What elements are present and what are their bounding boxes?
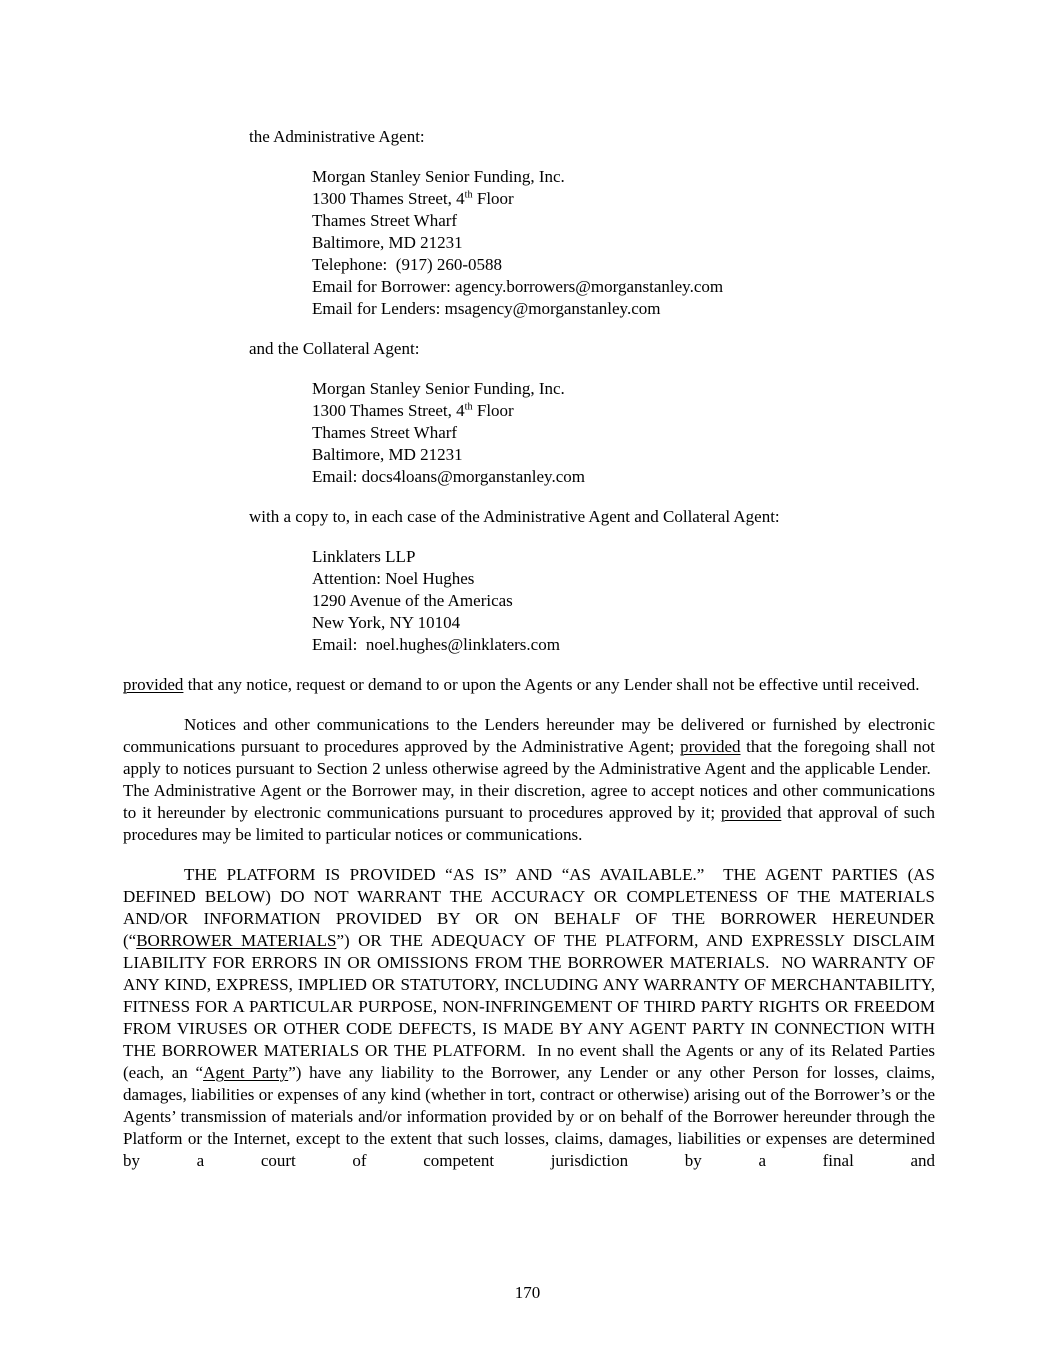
address-line-street bbox=[312, 188, 935, 210]
address-line-email: Email: noel.hughes@linklaters.com bbox=[312, 635, 560, 654]
address-line-email: Email: docs4loans@morganstanley.com bbox=[312, 467, 585, 486]
provided-term: provided bbox=[720, 803, 782, 822]
notices-text: that approval of such procedures may be limited to particular notices or communications. bbox=[123, 803, 935, 844]
notices-text: that the foregoing shall not apply to notices pursuant to Section 2 unless otherwise agreed by the Administrative Agent and the applicable Lender. The Administrative Agent or the Borrower may, in their discretion, agree to accept notices and other communications to it hereunder by electronic communications pursuant to procedures approved by it; bbox=[123, 737, 936, 822]
admin-agent-address bbox=[312, 166, 935, 320]
proviso-text: that any notice, request or demand to or upon the Agents or any Lender shall not be effective until received. bbox=[183, 675, 920, 694]
address-line-email-lenders: Email for Lenders: msagency@morganstanley.com bbox=[312, 299, 661, 318]
ordinal-superscript: th bbox=[464, 189, 473, 201]
copy-to-text: with a copy to, in each case of the Administrative Agent and Collateral Agent: bbox=[249, 507, 780, 526]
provided-term: provided bbox=[680, 737, 741, 756]
address-line-street: 1290 Avenue of the Americas bbox=[312, 591, 513, 610]
address-line-name: Morgan Stanley Senior Funding, Inc. bbox=[312, 167, 565, 186]
address-line-street bbox=[312, 400, 935, 422]
platform-text: ”) have any liability to the Borrower, any Lender or any other Person for losses, claims, damages, liabilities or expenses of any kind (whether in tort, contract or otherwise) arising out of the Borrower’s or the Agents’ transmission of materials and/or information provided by or on behalf of the Borrower hereunder through the Platform or the Internet, except to the extent that such losses, claims, damages, liabilities or expenses are determined by a court of competent jurisdiction by a final and bbox=[123, 1063, 936, 1170]
page-number: 170 bbox=[514, 1283, 541, 1302]
address-line-name: Linklaters LLP bbox=[312, 547, 416, 566]
proviso-paragraph bbox=[123, 674, 935, 696]
collateral-agent-label bbox=[249, 338, 935, 360]
address-line-wharf: Thames Street Wharf bbox=[312, 211, 458, 230]
copy-to-line bbox=[249, 506, 935, 528]
platform-text: THE PLATFORM IS PROVIDED “AS IS” AND “AS AVAILABLE.” THE AGENT PARTIES (AS DEFINED BELOW) DO NOT WARRANT THE ACCURACY OR COMPLETENESS OF THE MATERIALS AND/OR INFORMATION PROVIDED BY OR ON BEHALF OF THE BORROWER HEREUNDER (“ bbox=[123, 865, 935, 950]
admin-agent-label bbox=[249, 126, 935, 148]
address-line-wharf: Thames Street Wharf bbox=[312, 423, 458, 442]
agent-party-term: Agent Party bbox=[203, 1063, 289, 1082]
platform-disclaimer-paragraph bbox=[123, 864, 935, 1172]
address-line-city: Baltimore, MD 21231 bbox=[312, 445, 463, 464]
address-line-city: New York, NY 10104 bbox=[312, 613, 461, 632]
ordinal-superscript: th bbox=[464, 401, 473, 413]
street-text: 1300 Thames Street, 4 bbox=[312, 189, 465, 208]
address-line-email-borrower: Email for Borrower: agency.borrowers@morganstanley.com bbox=[312, 277, 724, 296]
address-line-phone: Telephone: (917) 260-0588 bbox=[312, 255, 503, 274]
borrower-materials-term: BORROWER MATERIALS bbox=[136, 931, 337, 950]
address-line-city: Baltimore, MD 21231 bbox=[312, 233, 463, 252]
admin-agent-label-text: the Administrative Agent: bbox=[249, 127, 425, 146]
address-line-attention: Attention: Noel Hughes bbox=[312, 569, 475, 588]
collateral-agent-address bbox=[312, 378, 935, 488]
collateral-agent-label-text: and the Collateral Agent: bbox=[249, 339, 420, 358]
platform-text: ”) OR THE ADEQUACY OF THE PLATFORM, AND EXPRESSLY DISCLAIM LIABILITY FOR ERRORS IN OR OMISSIONS FROM THE BORROWER MATERIALS. NO WARRANTY OF ANY KIND, EXPRESS, IMPLIED OR STATUTORY, INCLUDING ANY WARRANTY OF MERCHANTABILITY, FITNESS FOR A PARTICULAR PURPOSE, NON-INFRINGEMENT OF THIRD PARTY RIGHTS OR FREEDOM FROM VIRUSES OR OTHER CODE DEFECTS, IS MADE BY ANY AGENT PARTY IN CONNECTION WITH THE BORROWER MATERIALS OR THE PLATFORM. In no event shall the Agents or any of its Related Parties (each, an “ bbox=[123, 931, 935, 1082]
notices-paragraph bbox=[123, 714, 935, 846]
notices-text: Notices and other communications to the Lenders hereunder may be delivered or furnished by electronic communications pursuant to procedures approved by the Administrative Agent; bbox=[123, 715, 935, 756]
address-line-name: Morgan Stanley Senior Funding, Inc. bbox=[312, 379, 565, 398]
street-text-suffix: Floor bbox=[472, 189, 514, 208]
provided-term: provided bbox=[123, 675, 184, 694]
street-text: 1300 Thames Street, 4 bbox=[312, 401, 465, 420]
counsel-address bbox=[312, 546, 935, 656]
street-text-suffix: Floor bbox=[472, 401, 514, 420]
